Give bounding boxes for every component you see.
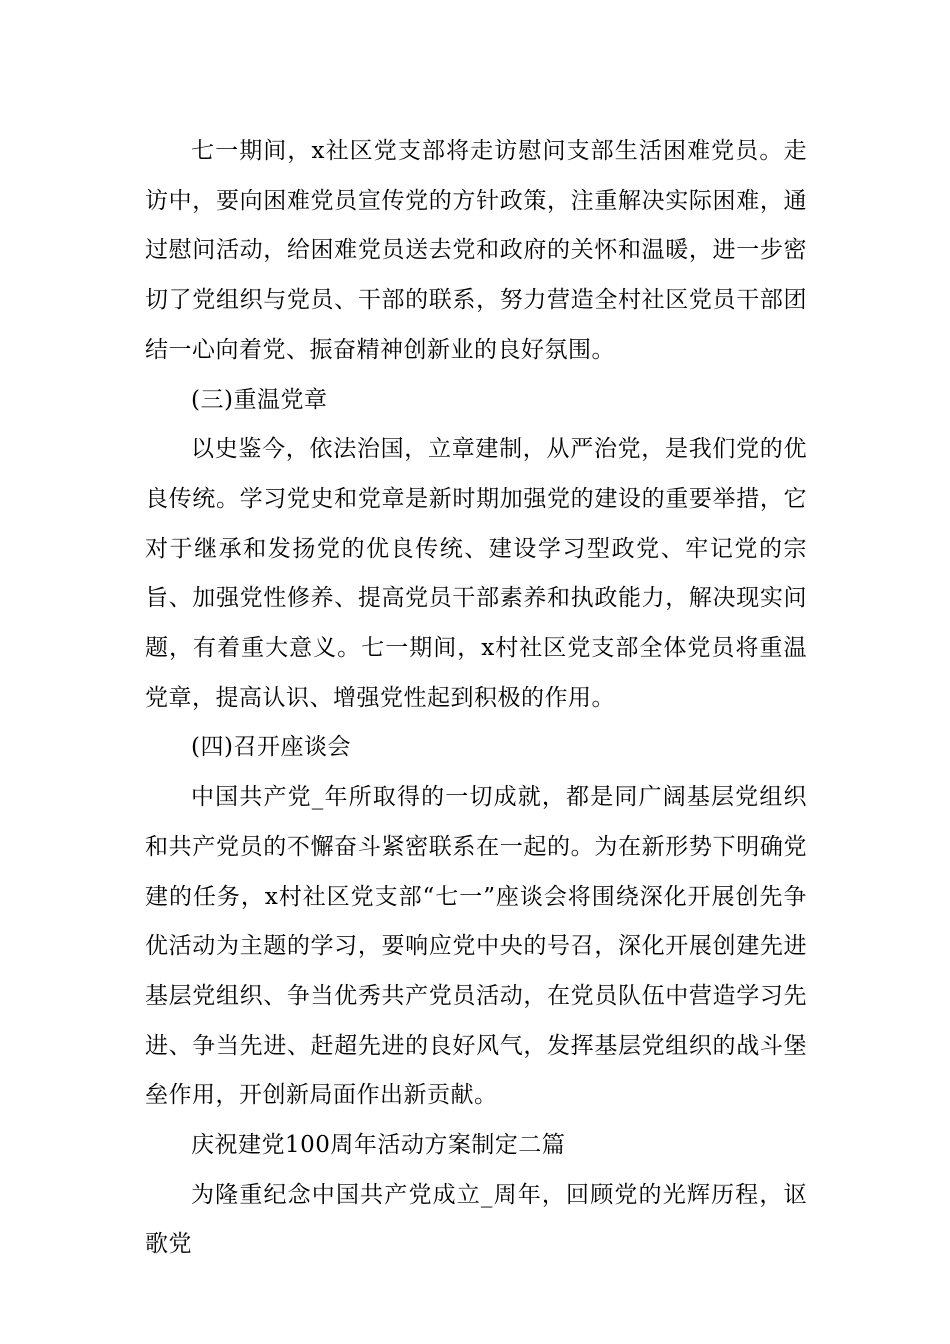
paragraph-plan-intro: 为隆重纪念中国共产党成立_周年，回顾党的光辉历程，讴歌党 bbox=[145, 1181, 807, 1258]
paragraph-symposium: 中国共产党_年所取得的一切成就，都是同广阔基层党组织和共产党员的不懈奋斗紧密联系在一起的。为在新形势下明确党建的任务，x村社区党支部“七一”座谈会将围绕深化开展创先争优活动为主题的学习，要响应党中央的号召，深化开展创建先进基层党组织、争当优秀共产党员活动，在党员队伍中营造学习先进、争当先进、赶超先进的良好风气，发挥基层党组织的战斗堡垒作用，开创新局面作出新贡献。 bbox=[145, 784, 807, 1109]
section-heading-plan-title: 庆祝建党100周年活动方案制定二篇 bbox=[191, 1132, 566, 1159]
document-body bbox=[145, 127, 807, 1270]
section-heading-symposium: (四)召开座谈会 bbox=[191, 734, 351, 761]
paragraph-review-charter: 以史鉴今，依法治国，立章建制，从严治党，是我们党的优良传统。学习党史和党章是新时期加强党的建设的重要举措，它对于继承和发扬党的优良传统、建设学习型政党、牢记党的宗旨、加强党性修养、提高党员干部素养和执政能力，解决现实问题，有着重大意义。七一期间，x村社区党支部全体党员将重温党章，提高认识、增强党性起到积极的作用。 bbox=[145, 436, 807, 711]
section-heading-review-charter: (三)重温党章 bbox=[191, 386, 328, 413]
paragraph-visit-needy-members: 七一期间，x社区党支部将走访慰问支部生活困难党员。走访中，要向困难党员宣传党的方针政策，注重解决实际困难，通过慰问活动，给困难党员送去党和政府的关怀和温暖，进一步密切了党组织与党员、干部的联系，努力营造全村社区党员干部团结一心向着党、振奋精神创新业的良好氛围。 bbox=[145, 138, 807, 363]
